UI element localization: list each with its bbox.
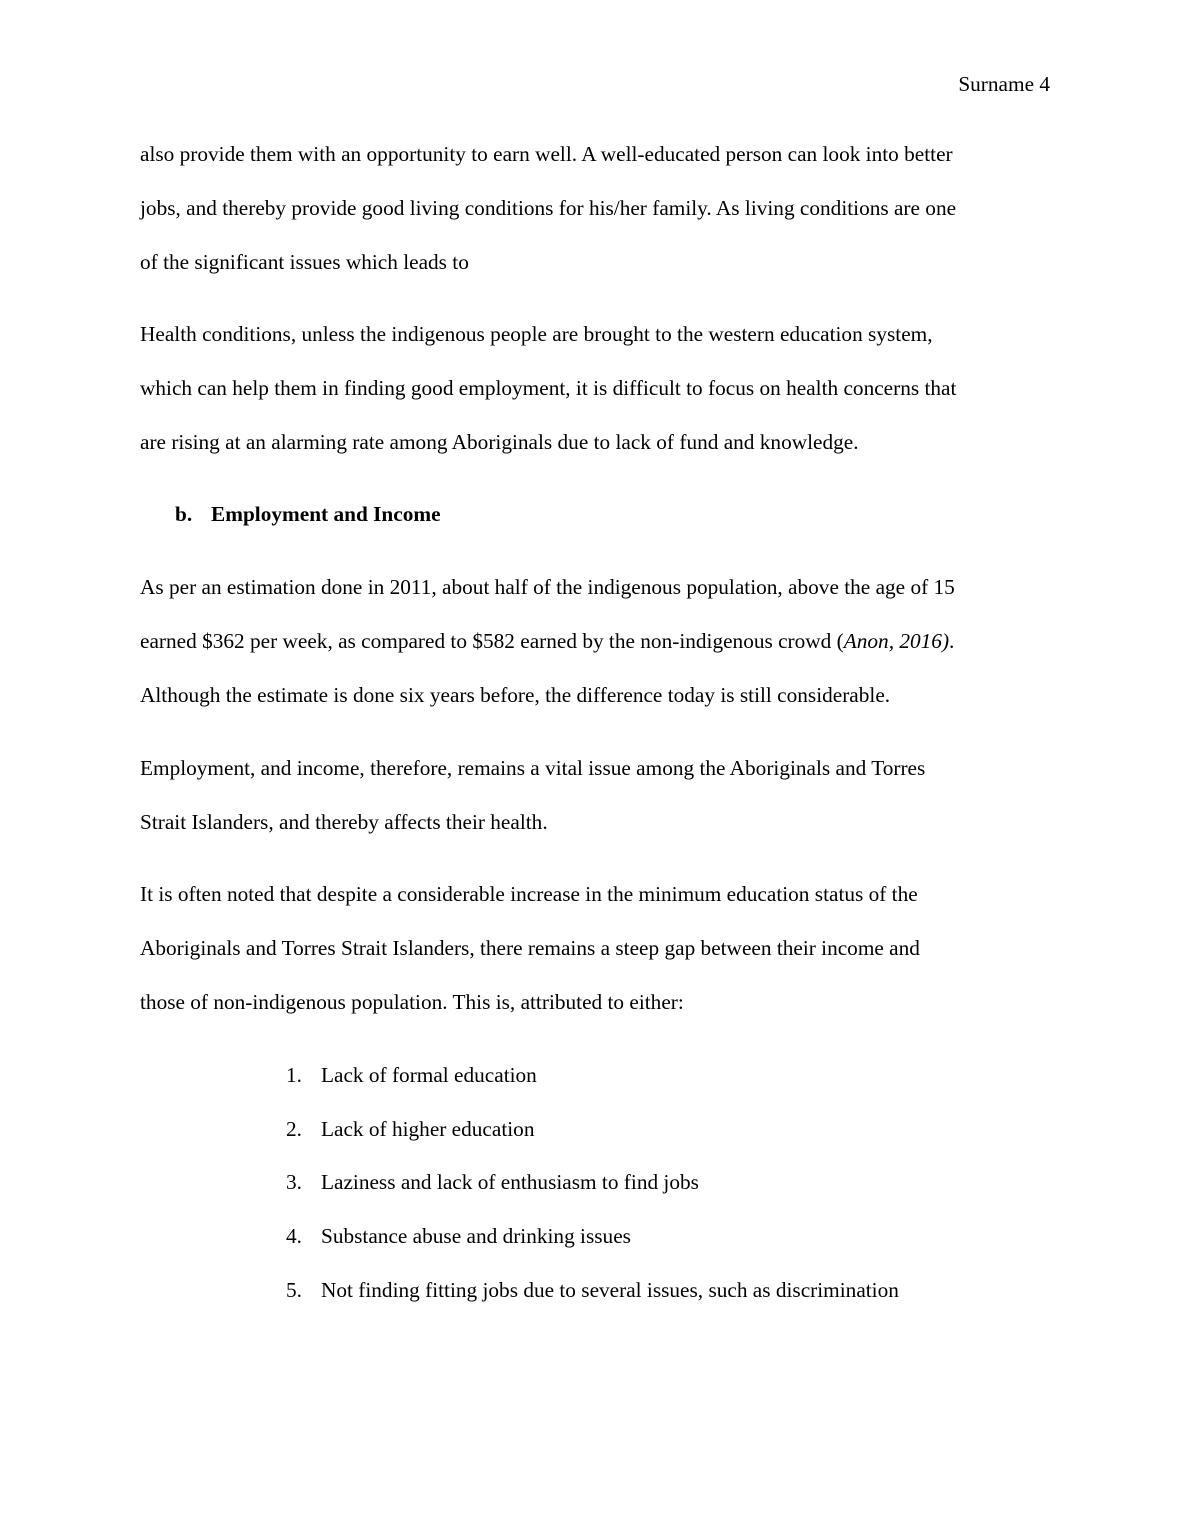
list-text: Laziness and lack of enthusiasm to find jobs bbox=[321, 1170, 699, 1194]
list-item bbox=[286, 1115, 534, 1143]
list-text: Substance abuse and drinking issues bbox=[321, 1224, 631, 1248]
paragraph-line: Employment, and income, therefore, remains a vital issue among the Aboriginals and Torres bbox=[140, 756, 926, 780]
paragraph-line: Although the estimate is done six years before, the difference today is still considerable. bbox=[140, 683, 891, 707]
paragraph-text: . bbox=[949, 629, 955, 653]
paragraph-text: earned $362 per week, as compared to $582 earned by the non-indigenous crowd ( bbox=[140, 629, 844, 653]
citation: Anon, 2016) bbox=[843, 629, 950, 653]
list-number: 4. bbox=[286, 1224, 302, 1248]
list-text: Lack of higher education bbox=[321, 1117, 535, 1141]
paragraph-line: Aboriginals and Torres Strait Islanders, there remains a steep gap between their income and bbox=[140, 936, 920, 960]
paragraph-line: are rising at an alarming rate among Aboriginals due to lack of fund and knowledge. bbox=[140, 430, 859, 454]
paragraph-line: which can help them in finding good employment, it is difficult to focus on health concerns that bbox=[140, 376, 957, 400]
paragraph-line: jobs, and thereby provide good living conditions for his/her family. As living conditions are one bbox=[140, 196, 957, 220]
paragraph-line: It is often noted that despite a considerable increase in the minimum education status of the bbox=[140, 882, 918, 906]
paragraph-line: those of non-indigenous population. This is, attributed to either: bbox=[140, 990, 684, 1014]
section-heading bbox=[175, 500, 441, 528]
list-item bbox=[286, 1168, 699, 1196]
list-text: Lack of formal education bbox=[321, 1063, 537, 1087]
list-number: 5. bbox=[286, 1278, 302, 1302]
paragraph-line: Health conditions, unless the indigenous people are brought to the western education system, bbox=[140, 322, 933, 346]
list-number: 1. bbox=[286, 1063, 302, 1087]
paragraph-line: also provide them with an opportunity to earn well. A well-educated person can look into better bbox=[140, 142, 953, 166]
paragraph-line: Strait Islanders, and thereby affects their health. bbox=[140, 810, 548, 834]
paragraph-line: As per an estimation done in 2011, about half of the indigenous population, above the age of 15 bbox=[140, 575, 955, 599]
running-head: Surname 4 bbox=[958, 72, 1050, 96]
list-item bbox=[286, 1276, 899, 1304]
section-heading-title: Employment and Income bbox=[211, 502, 441, 526]
paragraph-line-with-citation bbox=[140, 627, 954, 655]
section-heading-marker: b. bbox=[175, 502, 193, 526]
list-text: Not finding fitting jobs due to several issues, such as discrimination bbox=[321, 1278, 899, 1302]
list-item bbox=[286, 1061, 537, 1089]
list-item bbox=[286, 1222, 631, 1250]
list-number: 2. bbox=[286, 1117, 302, 1141]
paragraph-line: of the significant issues which leads to bbox=[140, 250, 469, 274]
list-number: 3. bbox=[286, 1170, 302, 1194]
